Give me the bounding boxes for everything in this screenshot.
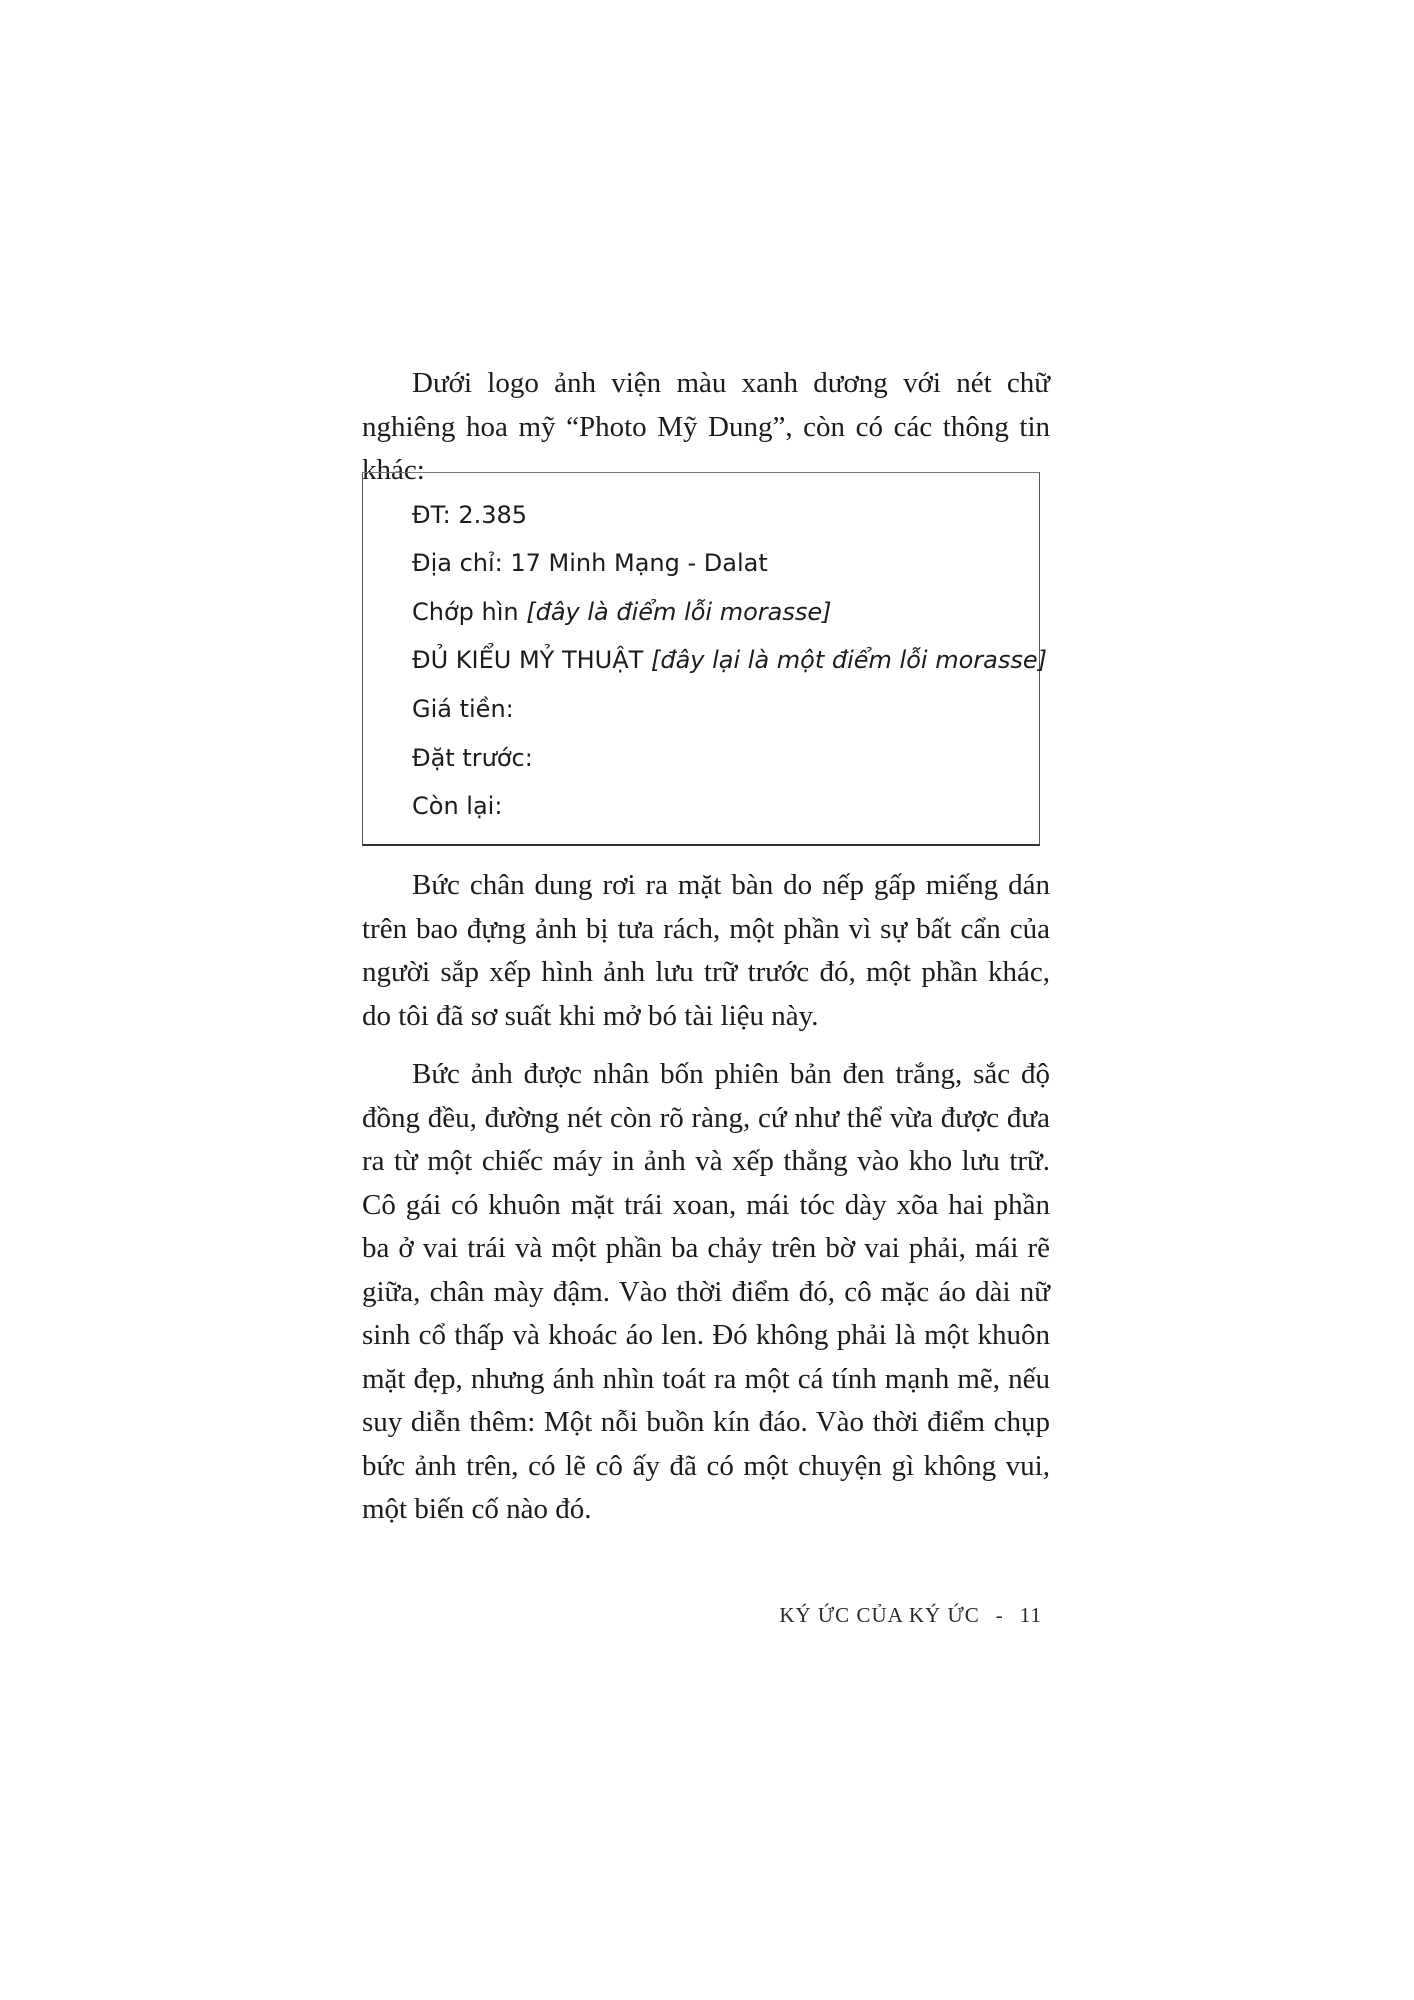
running-footer	[779, 1603, 1042, 1628]
info-style-note: [đây lại là một điểm lỗi morasse]	[650, 646, 1047, 674]
intro-paragraph: Dưới logo ảnh viện màu xanh dương với nét chữ nghiêng hoa mỹ “Photo Mỹ Dung”, còn có các thông tin khác:	[362, 367, 1050, 486]
info-deposit: Đặt trước:	[412, 744, 533, 772]
page-number: 11	[1019, 1603, 1042, 1627]
footer-separator: -	[995, 1603, 1004, 1627]
info-chop-note: [đây là điểm lỗi morasse]	[526, 598, 832, 626]
body-paragraph-1: Bức chân dung rơi ra mặt bàn do nếp gấp miếng dán trên bao đựng ảnh bị tưa rách, một phần vì sự bất cẩn của người sắp xếp hình ảnh lưu trữ trước đó, một phần khác, do tôi đã sơ suất khi mở bó tài liệu này.	[362, 869, 1050, 1032]
info-style-line	[412, 645, 1047, 675]
info-price: Giá tiền:	[412, 695, 514, 723]
info-chop-line	[412, 597, 832, 627]
info-remaining: Còn lại:	[412, 792, 503, 820]
photo-studio-info-box	[362, 472, 1047, 846]
info-chop-text: Chớp hìn	[412, 598, 519, 626]
footer-book-title: KÝ ỨC CỦA KÝ ỨC	[779, 1603, 980, 1627]
info-style-text: ĐỦ KIỂU MỶ THUẬT	[412, 646, 644, 674]
info-address: Địa chỉ: 17 Minh Mạng - Dalat	[412, 549, 768, 577]
info-phone: ĐT: 2.385	[412, 501, 528, 529]
body-paragraph-2: Bức ảnh được nhân bốn phiên bản đen trắng, sắc độ đồng đều, đường nét còn rõ ràng, cứ như thể vừa được đưa ra từ một chiếc máy in ảnh và xếp thẳng vào kho lưu trữ. Cô gái có khuôn mặt trái xoan, mái tóc dày xõa hai phần ba ở vai trái và một phần ba chảy trên bờ vai phải, mái rẽ giữa, chân mày đậm. Vào thời điểm đó, cô mặc áo dài nữ sinh cổ thấp và khoác áo len. Đó không phải là một khuôn mặt đẹp, nhưng ánh nhìn toát ra một cá tính mạnh mẽ, nếu suy diễn thêm: Một nỗi buồn kín đáo. Vào thời điểm chụp bức ảnh trên, có lẽ cô ấy đã có một chuyện gì không vui, một biến cố nào đó.	[362, 1058, 1050, 1525]
